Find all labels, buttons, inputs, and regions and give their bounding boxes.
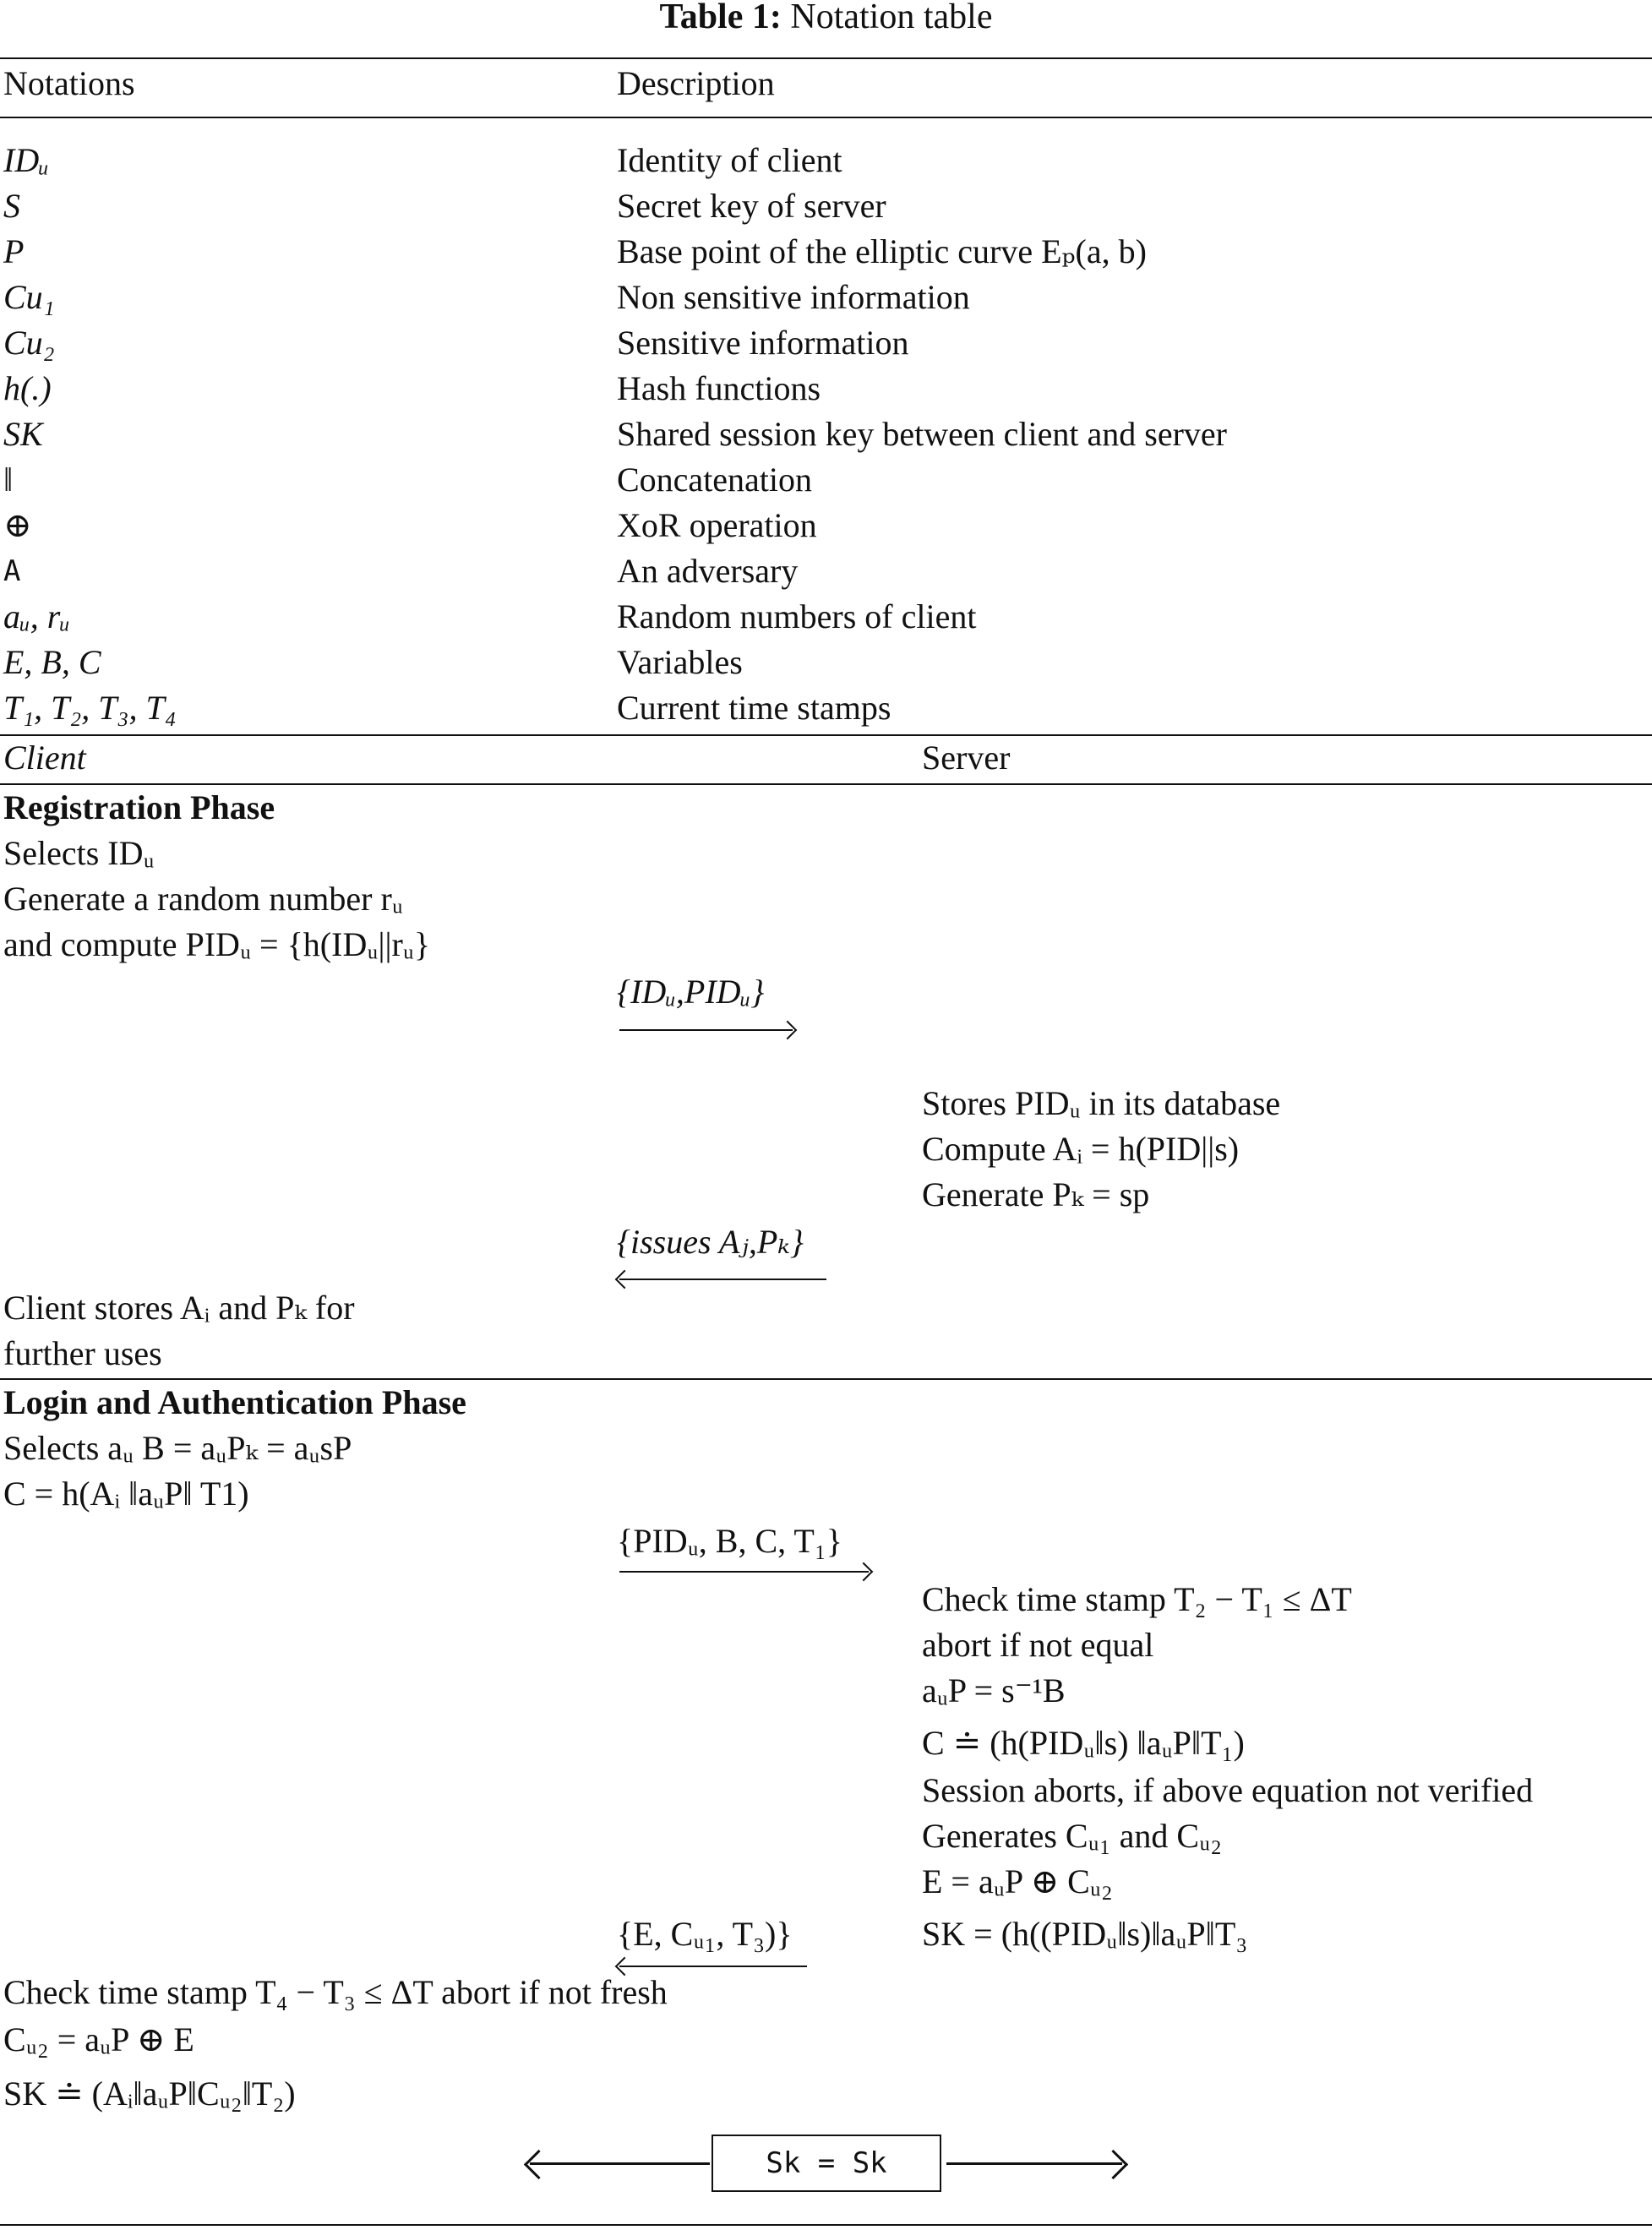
notation-description: Concatenation: [617, 461, 813, 499]
arrow-to-client: [619, 1279, 826, 1280]
notation-symbol: Cu₁: [3, 278, 55, 316]
login-client-result: Check time stamp T₄ − T₃ ≤ ΔT abort if not fresh: [3, 1973, 668, 2011]
header-description: Description: [617, 64, 775, 102]
login-client-step: C = h(Aᵢ ‖aᵤP‖ T1): [3, 1475, 249, 1513]
notation-description: XoR operation: [617, 506, 817, 544]
header-notations: Notations: [3, 64, 135, 102]
registration-message-2: {issues Aⱼ,Pₖ}: [617, 1223, 804, 1261]
login-server-step: C ≐ (h(PIDᵤ‖s) ‖aᵤP‖T₁): [922, 1724, 1245, 1762]
login-heading: Login and Authentication Phase: [3, 1383, 466, 1421]
notation-symbol: S: [3, 187, 20, 225]
server-column-label: Server: [922, 739, 1011, 777]
notation-end-rule: [0, 734, 1652, 736]
login-client-step: Selects aᵤ B = aᵤPₖ = aᵤsP: [3, 1429, 352, 1467]
arrow-right-final: [946, 2162, 1122, 2165]
login-client-result: SK ≐ (Aᵢ‖aᵤP‖Cᵤ₂‖T₂): [3, 2075, 296, 2113]
login-server-step: Generates Cᵤ₁ and Cᵤ₂: [922, 1817, 1223, 1855]
registration-heading: Registration Phase: [3, 788, 275, 826]
notation-description: Secret key of server: [617, 187, 886, 225]
notation-symbol: aᵤ, rᵤ: [3, 597, 71, 635]
notation-description: Random numbers of client: [617, 597, 977, 635]
registration-server-step: Compute Aᵢ = h(PID||s): [922, 1130, 1240, 1168]
notation-description: Variables: [617, 643, 743, 681]
notation-symbol: IDᵤ: [3, 141, 49, 179]
notation-description: Non sensitive information: [617, 278, 970, 316]
registration-client-result: Client stores Aᵢ and Pₖ for: [3, 1289, 355, 1327]
registration-server-step: Stores PIDᵤ in its database: [922, 1084, 1281, 1122]
table-title: [0, 0, 1652, 37]
bottom-rule: [0, 2224, 1652, 2226]
notation-description: Current time stamps: [617, 689, 891, 727]
arrow-to-server: [619, 1571, 869, 1573]
notation-symbol: T₁, T₂, T₃, T₄: [3, 689, 177, 727]
notation-symbol: SK: [3, 415, 43, 453]
login-server-step: SK = (h((PIDᵤ‖s)‖aᵤP‖T₃: [922, 1915, 1248, 1953]
login-message-2: {E, Cᵤ₁, T₃)}: [617, 1915, 793, 1953]
login-server-step: E = aᵤP ⊕ Cᵤ₂: [922, 1862, 1113, 1900]
notation-description: Hash functions: [617, 369, 821, 407]
registration-client-step: and compute PIDᵤ = {h(IDᵤ||rᵤ}: [3, 925, 431, 963]
client-column-label: Client: [3, 739, 86, 777]
login-server-step: Session aborts, if above equation not verified: [922, 1771, 1534, 1809]
login-client-result: Cᵤ₂ = aᵤP ⊕ E: [3, 2020, 194, 2058]
registration-client-step: Generate a random number rᵤ: [3, 880, 403, 918]
notation-description: Sensitive information: [617, 324, 909, 362]
notation-symbol: h(.): [3, 369, 52, 407]
table-caption: Notation table: [790, 0, 993, 36]
session-key-box: [712, 2135, 941, 2192]
registration-server-step: Generate Pₖ = sp: [922, 1175, 1150, 1213]
arrow-to-server: [619, 1029, 793, 1031]
notation-symbol: P: [3, 232, 25, 270]
notation-description: Shared session key between client and server: [617, 415, 1227, 453]
notation-symbol: ‖: [3, 461, 14, 499]
login-server-step: aᵤP = s⁻¹B: [922, 1671, 1066, 1709]
session-key-equality: Sk = Sk: [766, 2146, 887, 2180]
arrow-to-client: [619, 1966, 807, 1967]
registration-client-result: further uses: [3, 1334, 162, 1372]
login-server-step: Check time stamp T₂ − T₁ ≤ ΔT: [922, 1580, 1352, 1618]
registration-message-1: {IDᵤ,PIDᵤ}: [617, 973, 765, 1011]
notation-description: Identity of client: [617, 141, 842, 179]
notation-symbol: A: [3, 554, 21, 588]
table-label: Table 1:: [659, 0, 782, 36]
header-rule: [0, 117, 1652, 118]
registration-client-step: Selects IDᵤ: [3, 834, 155, 872]
notation-symbol: E, B, C: [3, 643, 101, 681]
top-rule: [0, 57, 1652, 59]
login-server-step: abort if not equal: [922, 1626, 1154, 1664]
login-message-1: {PIDᵤ, B, C, T₁}: [617, 1522, 842, 1560]
notation-symbol: ⊕: [3, 506, 32, 544]
arrow-left-final: [530, 2162, 710, 2165]
notation-description: Base point of the elliptic curve Eₚ(a, b): [617, 232, 1147, 270]
notation-description: An adversary: [617, 552, 799, 590]
notation-symbol: Cu₂: [3, 324, 55, 362]
